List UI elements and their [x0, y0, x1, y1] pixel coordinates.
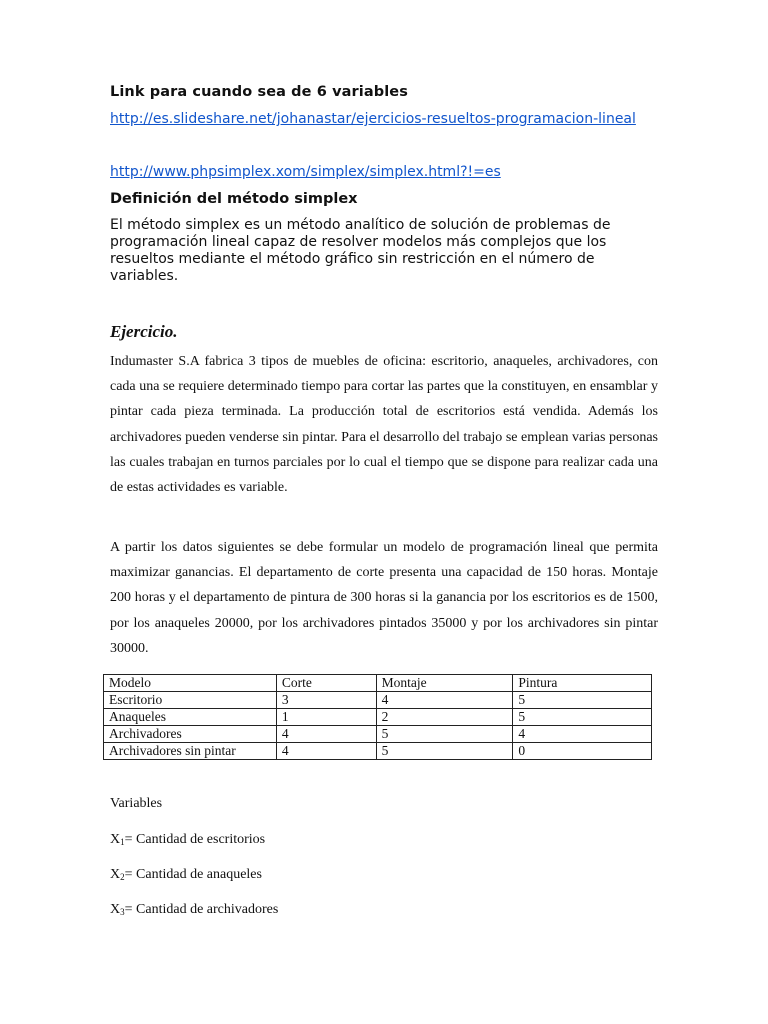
table-cell: 1	[276, 709, 376, 726]
table-cell: Anaqueles	[104, 709, 277, 726]
variable-definition	[110, 832, 265, 848]
definition-paragraph: El método simplex es un método analítico de solución de problemas de programación lineal capaz de resolver modelos más complejos que los resueltos mediante el método gráfico sin restricción en el número de variables.	[110, 217, 611, 284]
variable-subscript: 3	[120, 907, 125, 917]
variable-subscript: 1	[120, 837, 125, 847]
variable-description: = Cantidad de anaqueles	[124, 867, 262, 882]
variable-description: = Cantidad de escritorios	[124, 832, 266, 847]
exercise-heading: Ejercicio.	[110, 322, 178, 341]
table-cell: 0	[513, 743, 652, 760]
table-row	[104, 709, 652, 726]
table-cell: 4	[376, 692, 513, 709]
table-cell: 5	[376, 743, 513, 760]
variable-subscript: 2	[120, 872, 125, 882]
variable-symbol: X	[110, 902, 121, 917]
table-header-cell: Corte	[276, 675, 376, 692]
table-cell: Escritorio	[104, 692, 277, 709]
data-table	[103, 674, 652, 760]
table-header-cell: Pintura	[513, 675, 652, 692]
table-row	[104, 743, 652, 760]
slideshare-link[interactable]: http://es.slideshare.net/johanastar/ejercicios-resueltos-programacion-lineal	[110, 111, 636, 127]
table-cell: 4	[276, 726, 376, 743]
table-cell: 5	[376, 726, 513, 743]
table-cell: 5	[513, 692, 652, 709]
table-cell: Archivadores	[104, 726, 277, 743]
table-cell: 2	[376, 709, 513, 726]
table-header-cell: Modelo	[104, 675, 277, 692]
table-cell: 3	[276, 692, 376, 709]
variable-symbol: X	[110, 867, 121, 882]
variable-definition	[110, 902, 278, 918]
table-cell: 4	[276, 743, 376, 760]
table-row	[104, 726, 652, 743]
exercise-paragraph-2: A partir los datos siguientes se debe formular un modelo de programación lineal que permita maximizar ganancias. El departamento de corte presenta una capacidad de 150 horas. Montaje 200 horas y el departamento de pintura de 300 horas si la ganancia por los escritorios es de 1500, por los anaqueles 20000, por los archivadores pintados 35000 y por los archivadores sin pintar 30000.	[110, 540, 658, 656]
table-header-cell: Montaje	[376, 675, 513, 692]
variable-description: = Cantidad de archivadores	[124, 902, 279, 917]
variable-definition	[110, 867, 262, 883]
variable-symbol: X	[110, 832, 121, 847]
exercise-paragraph-1: Indumaster S.A fabrica 3 tipos de muebles de oficina: escritorio, anaqueles, archivadores, con cada una se requiere determinado tiempo para cortar las partes que la constituyen, en ensamblar y pintar cada pieza terminada. La producción total de escritorios está vendida. Además los archivadores pueden venderse sin pintar. Para el desarrollo del trabajo se emplean varias personas las cuales trabajan en turnos parciales por lo cual el tiempo que se dispone para realizar cada una de estas actividades es variable.	[110, 354, 658, 496]
variables-title: Variables	[110, 796, 163, 811]
table-cell: Archivadores sin pintar	[104, 743, 277, 760]
table-cell: 5	[513, 709, 652, 726]
phpsimplex-link[interactable]: http://www.phpsimplex.xom/simplex/simplex.html?!=es	[110, 164, 501, 180]
table-row	[104, 692, 652, 709]
link-section-heading: Link para cuando sea de 6 variables	[110, 84, 408, 100]
table-cell: 4	[513, 726, 652, 743]
table-header-row	[104, 675, 652, 692]
definition-heading: Definición del método simplex	[110, 191, 358, 207]
